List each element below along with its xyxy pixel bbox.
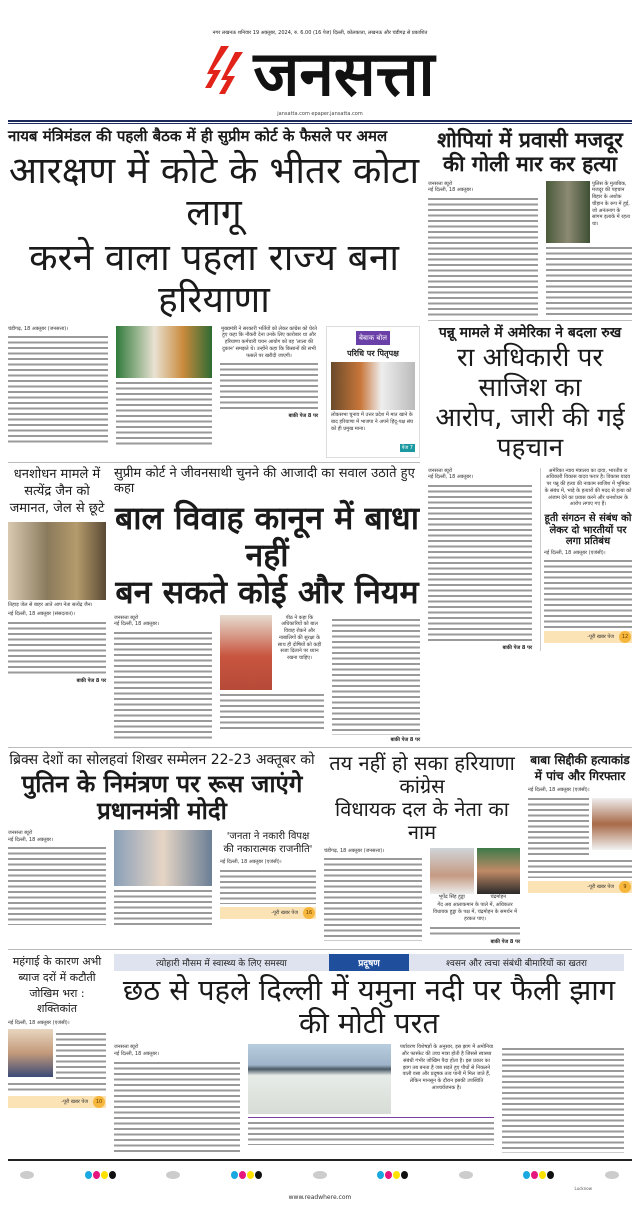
- pannu-kicker: पन्नू मामले में अमेरिका ने बदला रुख: [438, 325, 622, 342]
- page-number: 12: [619, 631, 631, 643]
- siddiqui-photo: [592, 798, 632, 850]
- page-number: 16: [303, 907, 315, 919]
- pollution-byline: [114, 1044, 240, 1058]
- page-number: 9: [619, 881, 631, 893]
- sc-kicker: सुप्रीम कोर्ट ने जीवनसाथी चुनने की आजादी का सवाल उठाते हुए कहा: [114, 466, 415, 497]
- haryana-headline-2[interactable]: विधायक दल के नेता का नाम: [335, 796, 509, 844]
- brics-sub-dateline: नई दिल्ली, 18 अक्तूबर (एजंसी)।: [220, 858, 282, 865]
- houthi-more-link[interactable]: [544, 631, 632, 643]
- shopian-byline: [428, 181, 538, 195]
- lead-dateline: चंडीगढ़, 18 अक्तूबर (जनसत्ता)।: [8, 325, 69, 332]
- jain-photo: [8, 522, 106, 600]
- bebak-bol-box[interactable]: [326, 326, 420, 459]
- dateline: नई दिल्ली, 18 अक्तूबर।: [114, 621, 159, 628]
- dateline: नई दिल्ली, 18 अक्तूबर।: [114, 1051, 159, 1058]
- shopian-photo: [546, 181, 590, 243]
- chandramohan-label: चंद्रमोहन: [490, 893, 507, 900]
- brics-byline: [8, 830, 106, 844]
- lead-continued: बाकी पेज 8 पर: [288, 413, 318, 420]
- siddiqui-headline[interactable]: बाबा सिद्दीकी हत्याकांड में पांच और गिरफ्तार: [530, 752, 630, 784]
- banner-mid: प्रदूषण: [329, 954, 409, 971]
- pannu-headline-2[interactable]: आरोप, जारी की गई पहचान: [435, 402, 625, 463]
- dateline: नई दिल्ली, 18 अक्तूबर।: [8, 836, 53, 843]
- more-label: -पूरी खबर पेज: [587, 634, 614, 641]
- sc-photo: [220, 615, 272, 690]
- lead-caption: मुख्यमंत्री ने सरकारी भर्तियों को लेकर कांग्रेस को घेरते हुए कहा कि नौकरी देना उनके लिए कारोबार था और हरियाणा कर्मचारी चयन आयोग को वह 'लाला की दुकान' समझते थे। उन्होंने कहा कि किसानों की सभी फसलें पर खरीदी जाएगी।: [221, 325, 317, 359]
- more-label: -पूरी खबर पेज: [271, 909, 298, 916]
- sc-headline-1[interactable]: बाल विवाह कानून में बाधा नहीं: [114, 499, 420, 575]
- haryana-caption: गेंद अब आलाकमान के पाले में, अधिकतर विधायक हुड्डा के पक्ष में, चंद्रमोहन के समर्थन में हरकत पाए।: [432, 902, 518, 922]
- rbi-more-link[interactable]: [8, 1096, 106, 1108]
- rbi-photo: [8, 1029, 53, 1077]
- pannu-headline-1[interactable]: रा अधिकारी पर साजिश का: [457, 343, 603, 404]
- pannu-sidebar: अमेरिका न्याय मंत्रालय का दावा, भारतीय रा अधिकारी विकास यादव फरार है। विकास यादव पर पन्नू की हत्या की नाकाम साजिश में भूमिका के संबंध में, भाड़े के हत्यारों की मदद से हत्या को अंजाम देने का प्रयास करने और धनशोधन के आरोप लगाए गए हैं।: [544, 467, 632, 508]
- dateline: नई दिल्ली, 18 अक्तूबर।: [428, 187, 473, 194]
- chandramohan-photo: [477, 848, 521, 894]
- hooda-photo: [430, 848, 474, 894]
- bebak-bol-badge: बेबाक बोल: [356, 331, 390, 345]
- more-label: -पूरी खबर पेज: [587, 883, 614, 890]
- dateline: नई दिल्ली, 18 अक्तूबर।: [428, 474, 473, 481]
- yamuna-photo: [248, 1044, 391, 1114]
- lead-headline-1[interactable]: आरक्षण में कोटे के भीतर कोटा लागू: [8, 148, 420, 235]
- lead-headline-2[interactable]: करने वाला पहला राज्य बना हरियाणा: [29, 235, 399, 322]
- brics-headline[interactable]: पुतिन के निमंत्रण पर रूस जाएंगे प्रधानमंत्री मोदी: [21, 769, 303, 826]
- bebak-bol-photo: [331, 362, 415, 410]
- shopian-headline-2[interactable]: की गोली मार कर हत्या: [443, 152, 617, 177]
- sc-caption: पीठ ने कहा कि अधिकारियों को बाल विवाह रोकने और नाबालिगों की सुरक्षा के साथ ही दोषियों को कड़ी सजा दिलाने पर ध्यान रखना चाहिए।: [277, 614, 322, 662]
- bebak-bol-title: परिधि पर पितृपक्ष: [347, 349, 399, 359]
- lead-kicker: नायब मंत्रिमंडल की पहली बैठक में ही सुप्रीम कोर्ट के फैसले पर अमल: [8, 127, 388, 146]
- masthead: [8, 0, 632, 124]
- houthi-headline[interactable]: हूती संगठन से संबंध को लेकर दो भारतीयों पर लगा प्रतिबंध: [544, 513, 632, 548]
- sc-continued: बाकी पेज 8 पर: [390, 736, 420, 743]
- shopian-headline-1[interactable]: शोपियां में प्रवासी मजदूर: [437, 128, 623, 153]
- jain-dateline: नई दिल्ली, 18 अक्तूबर (संसदतात)।: [8, 610, 75, 617]
- byline: जनसत्ता ब्यूरो: [428, 467, 453, 474]
- haryana-headline-1[interactable]: तय नहीं हो सका हरियाणा कांग्रेस: [329, 750, 515, 798]
- haryana-dateline: चंडीगढ़, 18 अक्तूबर (जनसत्ता)।: [324, 847, 385, 854]
- edition-city: Lucknow: [574, 1186, 592, 1192]
- jain-continued: बाकी पेज 8 पर: [76, 677, 106, 684]
- brics-more-link[interactable]: [220, 907, 316, 919]
- haryana-continued: बाकी पेज 8 पर: [490, 938, 520, 945]
- sc-headline-2[interactable]: बन सकते कोई और नियम: [115, 572, 419, 611]
- pollution-banner: [114, 954, 624, 971]
- brics-kicker: ब्रिक्स देशों का सोलहवां शिखर सम्मेलन 22-23 अक्तूबर को: [9, 751, 315, 768]
- pannu-byline: [428, 468, 532, 482]
- byline: जनसत्ता ब्यूरो: [8, 829, 33, 836]
- banner-left: त्योहारी मौसम में स्वास्थ्य के लिए समस्या: [156, 958, 287, 969]
- siddiqui-dateline: नई दिल्ली, 18 अक्तूबर (एजंसी)।: [528, 787, 590, 794]
- bebak-bol-caption: लोकसभा चुनाव में उत्तर प्रदेश में मात खाने के बाद हरियाणा में भाजपा ने अपने हिंदू-पक्ष संघ को ही प्रमुख माना।: [331, 412, 414, 432]
- footer-site[interactable]: www.readwhere.com: [288, 1194, 352, 1202]
- edition-line: नगर लखनऊ शनिवार 19 अक्तूबर, 2024, रु. 6.00 (16 पेज) दिल्ली, कोलकाता, लखनऊ और चंडीगढ़ से प्रकाशित: [212, 30, 428, 36]
- byline: जनसत्ता ब्यूरो: [428, 180, 453, 187]
- banner-right: श्वसन और त्वचा संबंधी बीमारियों का खतरा: [446, 958, 587, 969]
- sc-byline: [114, 615, 212, 629]
- pollution-caption: पर्यावरण विशेषज्ञों के अनुसार, इस झाग में अमोनिया और फास्फेट की उच्च मात्रा होती है जिससे स्वास्थ्य संबंधी गंभीर जोखिम पैदा होता है। इस प्रकार का झाग तब बनता है जब सड़ते हुए पौधों से निकलने वाली वसा और प्रदूषक तत्व पानी में मिल जाते हैं, लेकिन मानसून के दौरान इसकी उपस्थिति आश्चर्यजनक है।: [399, 1044, 494, 1091]
- logo-mark-icon: [205, 44, 247, 103]
- more-label: -पूरी खबर पेज: [61, 1099, 88, 1106]
- houthi-dateline: नई दिल्ली, 18 अक्तूबर (एजंसी)।: [544, 549, 606, 556]
- rbi-dateline: नई दिल्ली, 18 अक्तूबर (एजंसी)।: [8, 1020, 70, 1027]
- byline: जनसत्ता ब्यूरो: [114, 614, 139, 621]
- rbi-headline[interactable]: महंगाई के कारण अभी ब्याज दरों में कटौती जोखिम भरा : शक्तिकांत: [12, 954, 102, 1016]
- siddiqui-more-link[interactable]: [528, 881, 632, 893]
- page-number: 10: [93, 1096, 105, 1108]
- byline: जनसत्ता ब्यूरो: [114, 1044, 139, 1051]
- modi-photo: [114, 830, 212, 886]
- hooda-label: भूपेंद्र सिंह हुड्डा: [438, 893, 465, 900]
- registration-marks: [8, 1161, 632, 1186]
- logo: जनसत्ता: [253, 37, 435, 110]
- jain-caption: तिहाड़ जेल से बाहर आते आप नेता सत्येंद्र जैन।: [8, 602, 93, 609]
- bebak-bol-page[interactable]: पेज 7: [401, 445, 413, 452]
- lead-photo: [116, 326, 212, 378]
- shopian-caption: पुलिस के मुताबिक, मजदूर की पहचान बिहार के अशोक चौहान के रूप में हुई, जो अनंतनाग के सांगम इलाके में रहता था।: [592, 180, 631, 228]
- masthead-urls[interactable]: jansatta.com epaper.jansatta.com: [277, 111, 363, 118]
- jain-headline[interactable]: धनशोधन मामले में सत्येंद्र जैन को जमानत, जेल से छूटे: [9, 467, 105, 517]
- pollution-headline[interactable]: छठ से पहले दिल्ली में यमुना नदी पर फैली झाग की मोटी परत: [122, 972, 616, 1040]
- pannu-continued: बाकी पेज 8 पर: [502, 645, 532, 652]
- brics-sub-headline[interactable]: 'जनता ने नकारी विपक्ष की नकारात्मक राजनीति': [223, 830, 313, 856]
